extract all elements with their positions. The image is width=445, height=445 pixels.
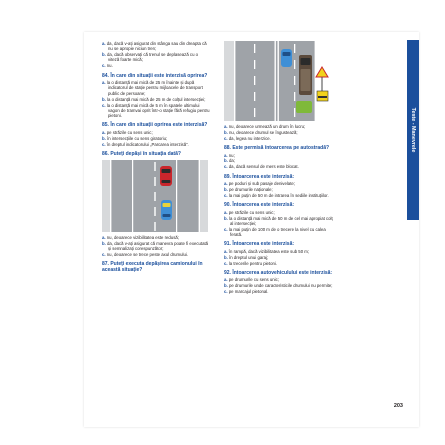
answer-option: a. în rampă, dacă vizibilitatea este sub 50 m; — [224, 248, 310, 254]
answer-option: b. pe drumurile unde caracteristicile drumului nu permite; — [224, 283, 333, 289]
blue-car-icon — [281, 49, 292, 67]
answer-option: c. în dreptul indicatorului „Parcarea interzisă”. — [102, 141, 189, 147]
answer-option: a. nu, deoarece urmează un drum în lucru; — [224, 124, 306, 129]
answer-option: c. nu. — [102, 63, 113, 69]
answer-option: b. în intersecțiile cu sens giratoriu; — [102, 135, 168, 141]
answer-option: b. pe drumurile naționale; — [224, 187, 273, 193]
answer-option: b. da, dacă observați că trenul se deplasează cu o viteză foarte mică; — [102, 52, 199, 63]
question-89-title: 89. Întoarcerea este interzisă: — [224, 173, 295, 180]
answer-option: a. da, dacă v-ați asigurat din stânga sau din dreapta că nu se apropie niciun tren; — [102, 41, 207, 52]
book-page — [84, 32, 419, 427]
answer-option: c. la mai puțin de 100 m de o trecere la nivel cu calea ferată. — [224, 226, 326, 238]
answer-option: c. pe marcajul pietonal. — [224, 289, 269, 295]
answer-option: a. pe poduri și sub pasaje denivelate; — [224, 181, 295, 187]
answer-option: a. nu, deoarece vizibilitatea este redusă; — [102, 235, 179, 241]
answer-option: b. în dreptul unui garaj; — [224, 254, 269, 260]
chapter-side-tab — [407, 40, 419, 220]
page-number: 203 — [393, 403, 403, 409]
chapter-side-tab-label: Teste - Manevrele — [410, 107, 416, 153]
answer-option: a. nu; — [224, 152, 235, 158]
answer-option: a. pe drumurile cu sens unic; — [224, 277, 279, 283]
answer-option: a. pe străzile cu sens unic; — [224, 209, 275, 215]
left-column — [102, 41, 210, 275]
question-91-title: 91. Întoarcerea este interzisă: — [224, 241, 295, 248]
answer-option: c. da, dacă sensul de mers este blocat. — [224, 164, 299, 170]
roadside-bush-icon — [296, 101, 312, 113]
right-column — [224, 41, 336, 295]
answer-option: b. nu, deoarece drumul se îngustează; — [224, 129, 298, 135]
answer-option: b. da, dacă v-ați asigurat că manevra poate fi executată și semnalizați corespunzător; — [102, 240, 209, 252]
overtaking-road-illustration — [102, 160, 210, 232]
question-84-title: 84. În care din situații este interzisă oprirea? — [102, 72, 208, 79]
question-92-title: 92. Întoarcerea autovehiculului este interzisă: — [224, 269, 333, 276]
question-88-title: 88. Este permisă întoarcerea pe autostradă? — [224, 145, 330, 152]
answer-option: c. nu, deoarece se trece peste axul drumului. — [102, 252, 189, 258]
question-85-title: 85. În care din situații oprirea este interzisă? — [102, 122, 208, 129]
answer-option: b. la o distanță mai mică de 50 m de cel mai apropiat colț al intersecției; — [224, 215, 333, 226]
answer-option: c. la mai puțin de 50 m de intrarea în sediile instituțiilor. — [224, 192, 329, 198]
answer-option: c. la o distanță mai mică de 5 m în spatele ultimului vagon de tramvai oprit într-o stație fără refugiu pentru pietoni. — [102, 102, 210, 119]
question-86-title: 86. Puteți depăși în situația dată? — [102, 151, 181, 158]
truck-road-illustration — [224, 41, 336, 121]
answer-option: c. la trecerile pentru pietoni. — [224, 260, 278, 266]
answer-option: a. pe străzile cu sens unic; — [102, 129, 153, 135]
answer-option: a. la o distanță mai mică de 25 m înainte și după indicatorul de stație pentru mijloacele de transport public de persoane; — [102, 80, 203, 96]
question-87-title: 87. Puteți executa depășirea camionului în această situație? — [102, 261, 203, 274]
answer-option: b. da; — [224, 158, 236, 164]
answer-option: b. la o distanță mai mică de 25 m de colțul intersecției; — [102, 96, 206, 102]
question-90-title: 90. Întoarcerea este interzisă: — [224, 202, 295, 209]
answer-option: c. da, legea nu interzice. — [224, 135, 271, 141]
